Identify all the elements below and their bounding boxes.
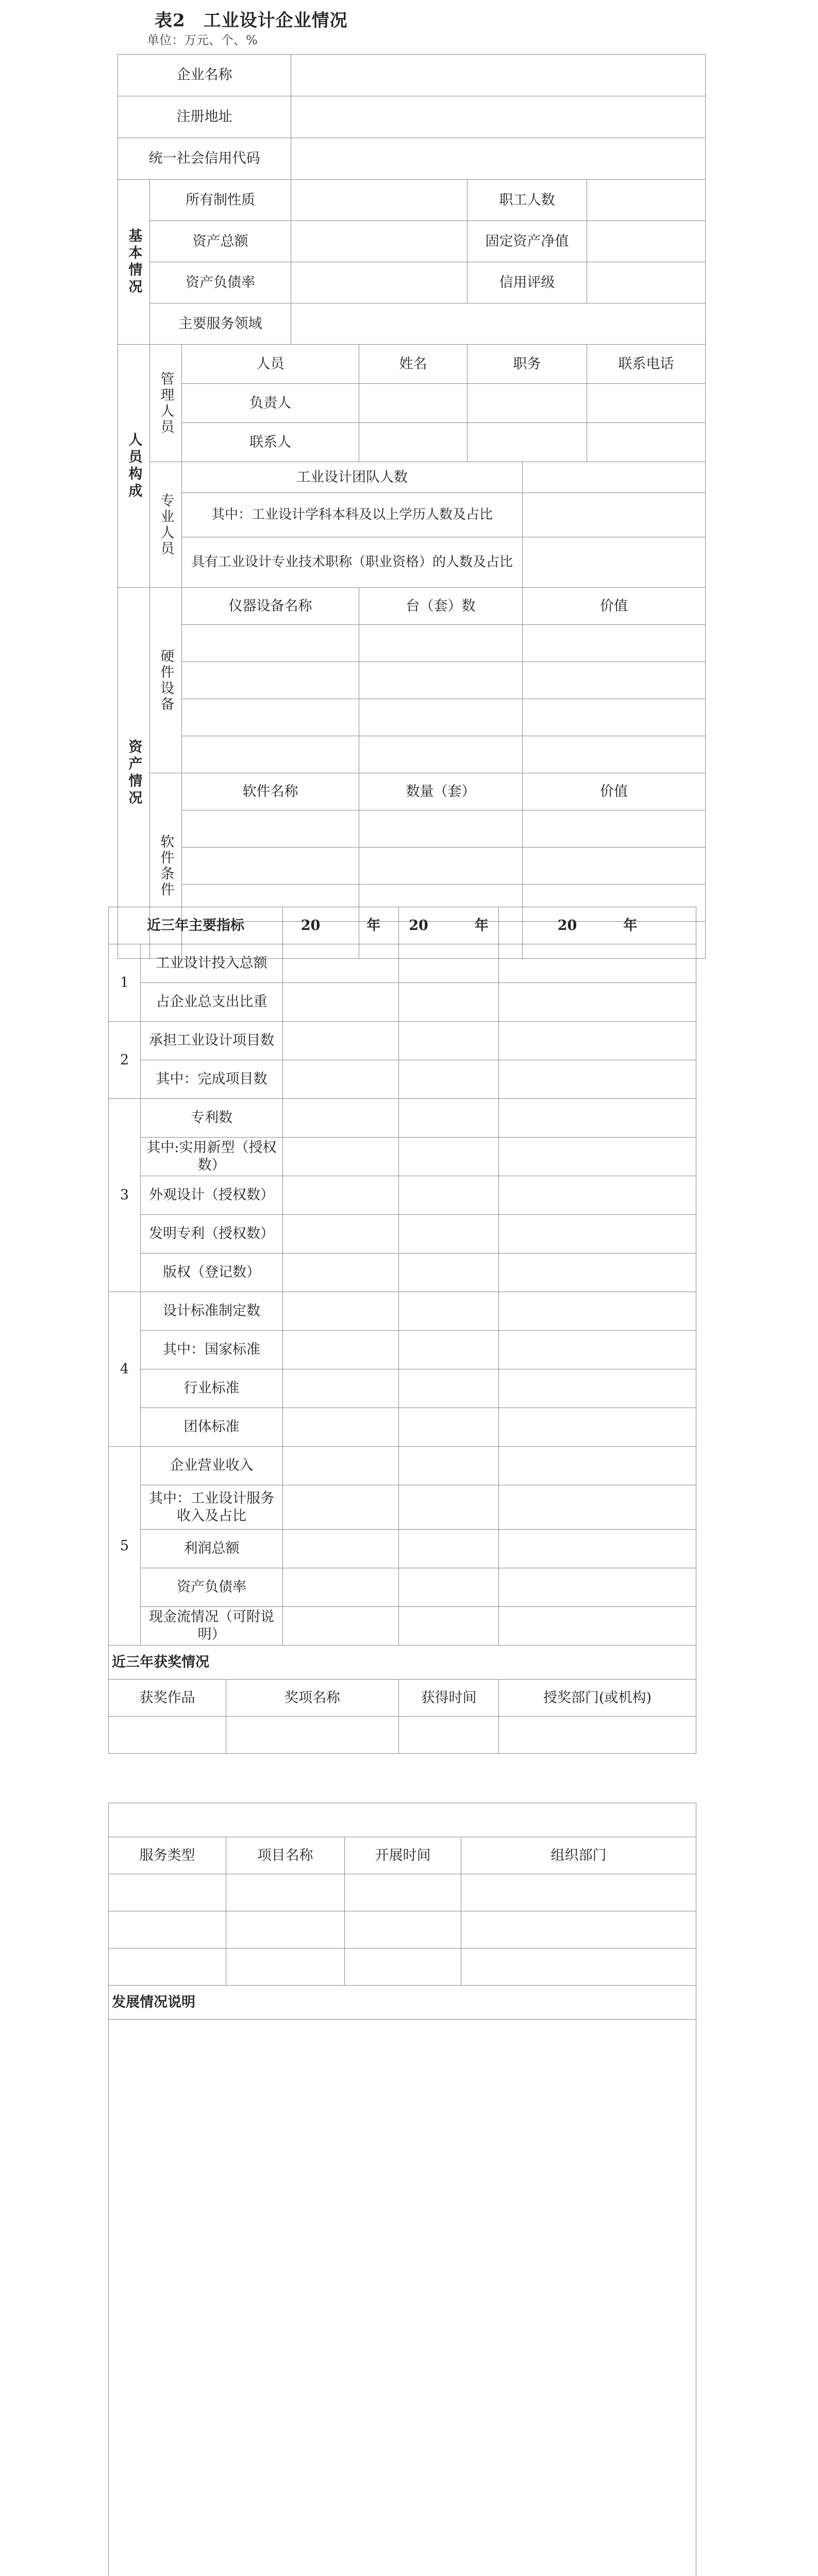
hw-cell[interactable] — [359, 625, 523, 662]
staff-section-label: 人员构成 — [118, 345, 150, 588]
indicator-value-cell[interactable] — [283, 1099, 399, 1138]
page-title: 表2 工业设计企业情况 — [155, 10, 348, 31]
indicator-label: 工业设计投入总额 — [141, 944, 283, 983]
hw-cell[interactable] — [523, 662, 706, 699]
hw-cell[interactable] — [359, 699, 523, 736]
indicator-value-cell[interactable] — [399, 1099, 499, 1138]
svc-cell[interactable] — [226, 1948, 345, 1986]
indicator-value-cell[interactable] — [283, 1607, 399, 1646]
svc-cell[interactable] — [109, 1911, 226, 1948]
sw-header-name: 软件名称 — [182, 773, 359, 810]
award-header-name: 奖项名称 — [226, 1680, 399, 1717]
indicator-value-cell[interactable] — [499, 1176, 696, 1215]
indicator-value-cell[interactable] — [399, 1060, 499, 1099]
indicator-value-cell[interactable] — [399, 983, 499, 1022]
credit-code-label: 统一社会信用代码 — [118, 138, 291, 180]
indicator-value-cell[interactable] — [499, 1568, 696, 1607]
sw-cell[interactable] — [523, 810, 706, 848]
award-cell[interactable] — [109, 1717, 226, 1754]
indicator-group-number: 3 — [109, 1099, 141, 1292]
indicator-value-cell[interactable] — [499, 1292, 696, 1331]
head-name-field[interactable] — [359, 384, 468, 423]
indicator-label: 占企业总支出比重 — [141, 983, 283, 1022]
indicator-value-cell[interactable] — [399, 1568, 499, 1607]
indicator-value-cell[interactable] — [283, 1530, 399, 1568]
year-suffix: 年 — [366, 917, 381, 934]
indicator-value-cell[interactable] — [399, 1331, 499, 1369]
svc-cell[interactable] — [226, 1874, 345, 1911]
indicator-label: 行业标准 — [141, 1369, 283, 1408]
contact-name-field[interactable] — [359, 423, 468, 462]
hw-cell[interactable] — [182, 736, 359, 773]
indicator-label: 团体标准 — [141, 1408, 283, 1447]
year-column-header — [283, 907, 399, 944]
sw-cell[interactable] — [523, 848, 706, 885]
indicator-value-cell[interactable] — [283, 983, 399, 1022]
employees-field[interactable] — [587, 180, 706, 221]
indicators-table — [108, 907, 696, 1754]
head-phone-field[interactable] — [587, 384, 706, 423]
sw-cell[interactable] — [182, 810, 359, 848]
hw-cell[interactable] — [182, 625, 359, 662]
indicator-value-cell[interactable] — [399, 1292, 499, 1331]
indicator-value-cell[interactable] — [399, 1369, 499, 1408]
sw-header-value: 价值 — [523, 773, 706, 810]
indicator-value-cell[interactable] — [283, 1253, 399, 1292]
hw-cell[interactable] — [359, 736, 523, 773]
indicators-header: 近三年主要指标 — [109, 907, 283, 944]
svc-cell[interactable] — [461, 1874, 696, 1911]
address-label: 注册地址 — [118, 96, 291, 138]
hw-cell[interactable] — [182, 662, 359, 699]
team-size-field[interactable] — [523, 462, 706, 493]
svc-header-project: 项目名称 — [226, 1837, 345, 1874]
indicator-label: 其中：国家标准 — [141, 1331, 283, 1369]
title-holders-label: 具有工业设计专业技术职称（职业资格）的人数及占比 — [182, 537, 523, 588]
indicator-label: 专利数 — [141, 1099, 283, 1138]
indicator-value-cell[interactable] — [399, 944, 499, 983]
hw-header-value: 价值 — [523, 588, 706, 625]
hw-cell[interactable] — [359, 662, 523, 699]
award-cell[interactable] — [226, 1717, 399, 1754]
indicator-value-cell[interactable] — [283, 1568, 399, 1607]
staff-row-head: 负责人 — [182, 384, 359, 423]
indicator-value-cell[interactable] — [399, 1408, 499, 1447]
ownership-field[interactable] — [291, 180, 468, 221]
indicator-value-cell[interactable] — [399, 1607, 499, 1646]
indicator-label: 发明专利（授权数） — [141, 1215, 283, 1253]
employees-label: 职工人数 — [468, 180, 587, 221]
basic-section-label: 基本情况 — [118, 180, 150, 345]
degree-holders-label: 其中：工业设计学科本科及以上学历人数及占比 — [182, 493, 523, 537]
svc-cell[interactable] — [345, 1948, 461, 1986]
indicator-value-cell[interactable] — [283, 1138, 399, 1176]
year-prefix: 20 — [557, 917, 577, 934]
indicator-label: 版权（登记数） — [141, 1253, 283, 1292]
indicator-value-cell[interactable] — [499, 1215, 696, 1253]
hw-cell[interactable] — [523, 699, 706, 736]
indicator-value-cell[interactable] — [499, 1331, 696, 1369]
sw-label: 软件条件 — [150, 773, 182, 959]
hw-cell[interactable] — [523, 625, 706, 662]
indicator-value-cell[interactable] — [499, 983, 696, 1022]
indicator-group-number: 5 — [109, 1447, 141, 1646]
indicator-label: 其中：工业设计服务收入及占比 — [141, 1485, 283, 1530]
sw-cell[interactable] — [182, 848, 359, 885]
indicator-value-cell[interactable] — [399, 1138, 499, 1176]
ownership-label: 所有制性质 — [150, 180, 291, 221]
main-field-label: 主要服务领域 — [150, 303, 291, 345]
services-table — [108, 1803, 696, 2576]
year-column-header — [399, 907, 499, 944]
indicator-label: 外观设计（授权数） — [141, 1176, 283, 1215]
staff-header-role: 人员 — [182, 345, 359, 384]
indicator-label: 企业营业收入 — [141, 1447, 283, 1485]
indicator-value-cell[interactable] — [283, 1408, 399, 1447]
award-header-time: 获得时间 — [399, 1680, 499, 1717]
indicator-label: 承担工业设计项目数 — [141, 1022, 283, 1060]
indicator-group-number: 2 — [109, 1022, 141, 1099]
indicator-value-cell[interactable] — [499, 1530, 696, 1568]
staff-row-contact: 联系人 — [182, 423, 359, 462]
year-prefix: 20 — [301, 917, 321, 934]
year-suffix: 年 — [474, 917, 489, 934]
pro-label: 专业人员 — [150, 462, 182, 588]
title-holders-field[interactable] — [523, 537, 706, 588]
main-field-field[interactable] — [291, 303, 706, 345]
indicator-value-cell[interactable] — [399, 1176, 499, 1215]
total-assets-label: 资产总额 — [150, 221, 291, 262]
development-blank-area[interactable] — [109, 2020, 696, 2576]
fixed-assets-label: 固定资产净值 — [468, 221, 587, 262]
staff-header-name: 姓名 — [359, 345, 468, 384]
indicator-value-cell[interactable] — [283, 1331, 399, 1369]
credit-code-field[interactable] — [291, 138, 706, 180]
indicator-value-cell[interactable] — [283, 1215, 399, 1253]
indicator-value-cell[interactable] — [283, 1022, 399, 1060]
indicator-value-cell[interactable] — [499, 1022, 696, 1060]
svc-cell[interactable] — [345, 1911, 461, 1948]
svc-cell[interactable] — [345, 1874, 461, 1911]
indicator-value-cell[interactable] — [499, 1060, 696, 1099]
indicator-value-cell[interactable] — [399, 1215, 499, 1253]
indicator-label: 利润总额 — [141, 1530, 283, 1568]
hw-header-name: 仪器设备名称 — [182, 588, 359, 625]
indicator-label: 其中：完成项目数 — [141, 1060, 283, 1099]
indicator-value-cell[interactable] — [499, 1253, 696, 1292]
company-name-label: 企业名称 — [118, 55, 291, 96]
indicator-value-cell[interactable] — [399, 1253, 499, 1292]
mgmt-label: 管理人员 — [150, 345, 182, 462]
contact-title-field[interactable] — [468, 423, 587, 462]
svc-header-dept: 组织部门 — [461, 1837, 696, 1874]
indicator-value-cell[interactable] — [499, 1408, 696, 1447]
head-title-field[interactable] — [468, 384, 587, 423]
indicator-value-cell[interactable] — [499, 944, 696, 983]
hw-header-count: 台（套）数 — [359, 588, 523, 625]
assets-section-label: 资产情况 — [118, 588, 150, 959]
indicator-label: 设计标准制定数 — [141, 1292, 283, 1331]
svc-header-type: 服务类型 — [109, 1837, 226, 1874]
indicator-value-cell[interactable] — [499, 1099, 696, 1138]
hw-cell[interactable] — [182, 699, 359, 736]
indicator-label: 现金流情况（可附说明） — [141, 1607, 283, 1646]
indicator-group-number: 4 — [109, 1292, 141, 1447]
total-assets-field[interactable] — [291, 221, 468, 262]
sw-cell[interactable] — [359, 810, 523, 848]
svc-cell[interactable] — [226, 1911, 345, 1948]
indicator-value-cell[interactable] — [283, 1369, 399, 1408]
contact-phone-field[interactable] — [587, 423, 706, 462]
degree-holders-field[interactable] — [523, 493, 706, 537]
services-blank-header — [109, 1803, 696, 1837]
indicator-value-cell[interactable] — [499, 1369, 696, 1408]
indicator-value-cell[interactable] — [399, 1530, 499, 1568]
year-prefix: 20 — [409, 917, 428, 934]
company-name-field[interactable] — [291, 55, 706, 96]
indicator-value-cell[interactable] — [283, 1447, 399, 1485]
sw-cell[interactable] — [359, 848, 523, 885]
debt-ratio-field[interactable] — [291, 262, 468, 303]
team-size-label: 工业设计团队人数 — [182, 462, 523, 493]
hw-label: 硬件设备 — [150, 588, 182, 773]
indicator-value-cell[interactable] — [399, 1447, 499, 1485]
year-suffix: 年 — [623, 917, 638, 934]
svc-cell[interactable] — [109, 1874, 226, 1911]
award-cell[interactable] — [399, 1717, 499, 1754]
award-header-dept: 授奖部门(或机构) — [499, 1680, 696, 1717]
enterprise-info-table — [118, 54, 706, 959]
indicator-value-cell[interactable] — [283, 1060, 399, 1099]
indicator-label: 资产负债率 — [141, 1568, 283, 1607]
year-column-header — [499, 907, 696, 944]
awards-heading: 近三年获奖情况 — [109, 1646, 696, 1680]
indicator-value-cell[interactable] — [499, 1447, 696, 1485]
indicator-value-cell[interactable] — [283, 1292, 399, 1331]
indicator-value-cell[interactable] — [499, 1607, 696, 1646]
address-field[interactable] — [291, 96, 706, 138]
indicator-value-cell[interactable] — [399, 1485, 499, 1530]
svc-cell[interactable] — [109, 1948, 226, 1986]
unit-note: 单位：万元、个、% — [147, 33, 258, 47]
indicator-label: 其中:实用新型（授权数） — [141, 1138, 283, 1176]
svc-cell[interactable] — [461, 1948, 696, 1986]
indicator-value-cell[interactable] — [283, 1176, 399, 1215]
credit-rating-label: 信用评级 — [468, 262, 587, 303]
indicator-group-number: 1 — [109, 944, 141, 1022]
staff-header-phone: 联系电话 — [587, 345, 706, 384]
fixed-assets-field[interactable] — [587, 221, 706, 262]
svc-cell[interactable] — [461, 1911, 696, 1948]
indicator-value-cell[interactable] — [499, 1485, 696, 1530]
debt-ratio-label: 资产负债率 — [150, 262, 291, 303]
award-header-work: 获奖作品 — [109, 1680, 226, 1717]
indicator-value-cell[interactable] — [499, 1138, 696, 1176]
staff-header-title: 职务 — [468, 345, 587, 384]
award-cell[interactable] — [499, 1717, 696, 1754]
svc-header-time: 开展时间 — [345, 1837, 461, 1874]
indicator-value-cell[interactable] — [399, 1022, 499, 1060]
indicator-value-cell[interactable] — [283, 1485, 399, 1530]
indicator-value-cell[interactable] — [283, 944, 399, 983]
credit-rating-field[interactable] — [587, 262, 706, 303]
development-heading: 发展情况说明 — [109, 1986, 696, 2020]
hw-cell[interactable] — [523, 736, 706, 773]
sw-header-count: 数量（套） — [359, 773, 523, 810]
